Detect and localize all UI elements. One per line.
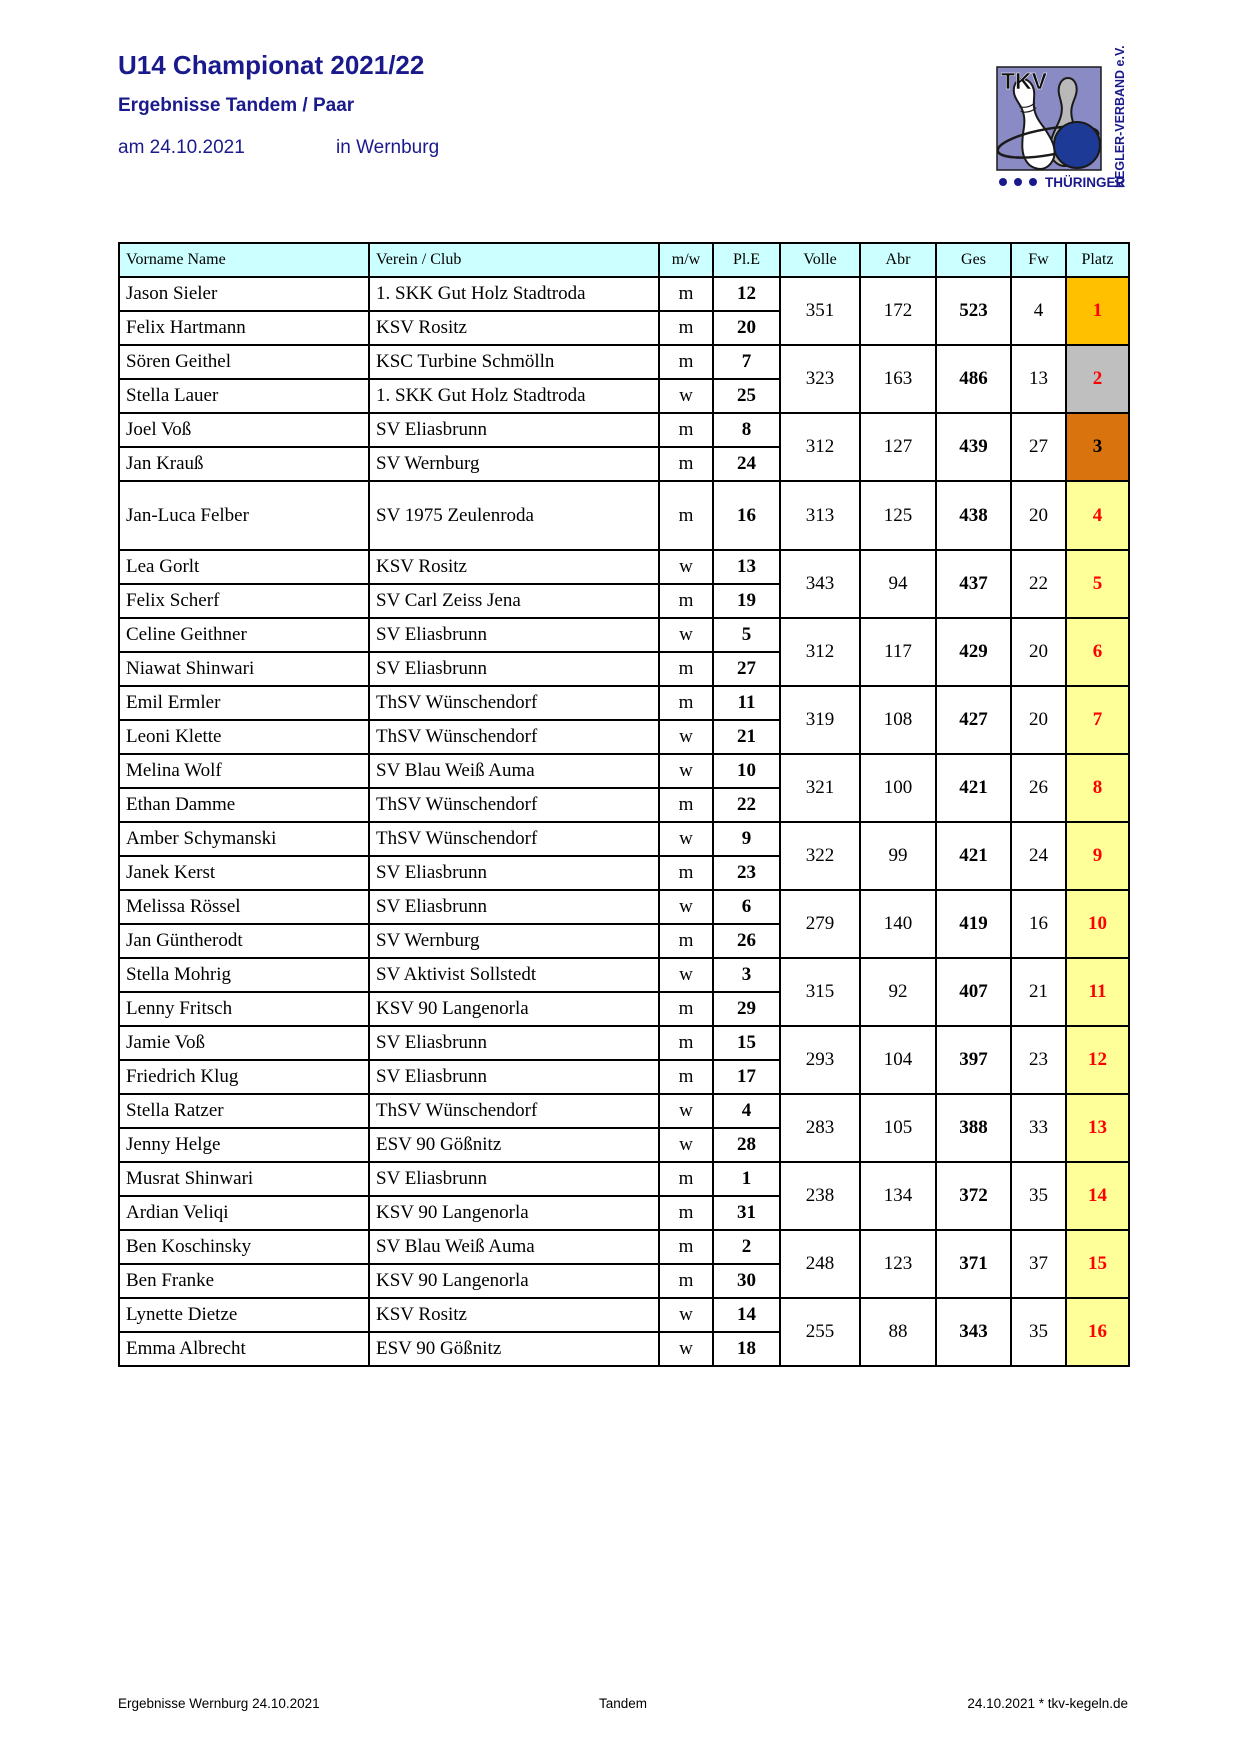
fw-value: 35 (1011, 1162, 1066, 1230)
volle-value: 351 (780, 277, 860, 345)
player-gender: w (659, 618, 713, 652)
player-name: Amber Schymanski (119, 822, 369, 856)
fw-value: 20 (1011, 481, 1066, 550)
column-header-club: Verein / Club (369, 243, 659, 277)
abr-value: 172 (860, 277, 936, 345)
player-ple: 23 (713, 856, 780, 890)
column-header-platz: Platz (1066, 243, 1129, 277)
fw-value: 16 (1011, 890, 1066, 958)
player-name: Ben Koschinsky (119, 1230, 369, 1264)
logo-dots (999, 178, 1037, 186)
player-name: Janek Kerst (119, 856, 369, 890)
result-row (119, 890, 1129, 924)
player-ple: 27 (713, 652, 780, 686)
player-name: Jason Sieler (119, 277, 369, 311)
ges-value: 419 (936, 890, 1011, 958)
fw-value: 20 (1011, 618, 1066, 686)
fw-value: 4 (1011, 277, 1066, 345)
player-name: Ethan Damme (119, 788, 369, 822)
volle-value: 238 (780, 1162, 860, 1230)
ges-value: 486 (936, 345, 1011, 413)
player-name: Stella Mohrig (119, 958, 369, 992)
ges-value: 397 (936, 1026, 1011, 1094)
page-footer (118, 1696, 1128, 1711)
player-gender: w (659, 890, 713, 924)
result-row (119, 413, 1129, 447)
player-name: Jan Krauß (119, 447, 369, 481)
abr-value: 163 (860, 345, 936, 413)
player-gender: w (659, 720, 713, 754)
player-name: Joel Voß (119, 413, 369, 447)
player-ple: 9 (713, 822, 780, 856)
player-name: Lea Gorlt (119, 550, 369, 584)
event-date: am 24.10.2021 (118, 137, 245, 158)
abr-value: 140 (860, 890, 936, 958)
player-club: 1. SKK Gut Holz Stadtroda (369, 379, 659, 413)
date-location-line (118, 138, 618, 157)
player-name: Jamie Voß (119, 1026, 369, 1060)
player-ple: 8 (713, 413, 780, 447)
platz-value: 14 (1066, 1162, 1129, 1230)
platz-value: 3 (1066, 413, 1129, 481)
page-subtitle: Ergebnisse Tandem / Paar (118, 95, 355, 116)
player-gender: w (659, 1128, 713, 1162)
fw-value: 22 (1011, 550, 1066, 618)
fw-value: 21 (1011, 958, 1066, 1026)
player-name: Niawat Shinwari (119, 652, 369, 686)
player-name: Melina Wolf (119, 754, 369, 788)
volle-value: 343 (780, 550, 860, 618)
column-header-gender: m/w (659, 243, 713, 277)
player-club: SV Wernburg (369, 924, 659, 958)
player-name: Melissa Rössel (119, 890, 369, 924)
player-ple: 12 (713, 277, 780, 311)
ges-value: 388 (936, 1094, 1011, 1162)
player-name: Lenny Fritsch (119, 992, 369, 1026)
result-row (119, 1298, 1129, 1332)
volle-value: 255 (780, 1298, 860, 1366)
fw-value: 13 (1011, 345, 1066, 413)
player-name: Jenny Helge (119, 1128, 369, 1162)
player-gender: m (659, 584, 713, 618)
result-row (119, 822, 1129, 856)
tkv-logo-graphic (990, 44, 1136, 204)
player-club: SV Eliasbrunn (369, 618, 659, 652)
abr-value: 88 (860, 1298, 936, 1366)
player-ple: 25 (713, 379, 780, 413)
player-gender: w (659, 1298, 713, 1332)
player-name: Stella Ratzer (119, 1094, 369, 1128)
volle-value: 293 (780, 1026, 860, 1094)
player-name: Celine Geithner (119, 618, 369, 652)
results-table-container (118, 242, 1130, 1367)
player-ple: 3 (713, 958, 780, 992)
player-ple: 29 (713, 992, 780, 1026)
player-ple: 20 (713, 311, 780, 345)
result-row (119, 754, 1129, 788)
player-ple: 4 (713, 1094, 780, 1128)
volle-value: 322 (780, 822, 860, 890)
player-name: Ben Franke (119, 1264, 369, 1298)
player-club: SV Eliasbrunn (369, 1026, 659, 1060)
platz-value: 12 (1066, 1026, 1129, 1094)
platz-value: 8 (1066, 754, 1129, 822)
player-ple: 11 (713, 686, 780, 720)
player-club: KSV 90 Langenorla (369, 992, 659, 1026)
player-gender: m (659, 1162, 713, 1196)
player-club: ThSV Wünschendorf (369, 788, 659, 822)
volle-value: 283 (780, 1094, 860, 1162)
volle-value: 313 (780, 481, 860, 550)
page-title: U14 Championat 2021/22 (118, 50, 425, 80)
platz-value: 1 (1066, 277, 1129, 345)
volle-value: 312 (780, 618, 860, 686)
player-ple: 16 (713, 481, 780, 550)
volle-value: 279 (780, 890, 860, 958)
player-club: SV Eliasbrunn (369, 413, 659, 447)
abr-value: 105 (860, 1094, 936, 1162)
volle-value: 315 (780, 958, 860, 1026)
player-name: Sören Geithel (119, 345, 369, 379)
player-ple: 31 (713, 1196, 780, 1230)
player-gender: m (659, 992, 713, 1026)
player-ple: 14 (713, 1298, 780, 1332)
player-gender: m (659, 277, 713, 311)
fw-value: 27 (1011, 413, 1066, 481)
result-row (119, 1230, 1129, 1264)
player-club: SV Blau Weiß Auma (369, 754, 659, 788)
player-club: SV Carl Zeiss Jena (369, 584, 659, 618)
player-name: Stella Lauer (119, 379, 369, 413)
fw-value: 37 (1011, 1230, 1066, 1298)
player-gender: m (659, 924, 713, 958)
player-club: KSV Rositz (369, 311, 659, 345)
platz-value: 9 (1066, 822, 1129, 890)
player-club: KSV 90 Langenorla (369, 1196, 659, 1230)
platz-value: 11 (1066, 958, 1129, 1026)
ges-value: 421 (936, 822, 1011, 890)
player-club: SV 1975 Zeulenroda (369, 481, 659, 550)
abr-value: 92 (860, 958, 936, 1026)
result-row (119, 1094, 1129, 1128)
player-gender: m (659, 1230, 713, 1264)
player-gender: m (659, 481, 713, 550)
player-club: SV Eliasbrunn (369, 1060, 659, 1094)
player-club: KSC Turbine Schmölln (369, 345, 659, 379)
column-header-volle: Volle (780, 243, 860, 277)
footer-left: Ergebnisse Wernburg 24.10.2021 (118, 1696, 320, 1711)
abr-value: 134 (860, 1162, 936, 1230)
platz-value: 4 (1066, 481, 1129, 550)
result-row (119, 345, 1129, 379)
result-row (119, 1162, 1129, 1196)
ges-value: 438 (936, 481, 1011, 550)
volle-value: 319 (780, 686, 860, 754)
platz-value: 13 (1066, 1094, 1129, 1162)
player-ple: 22 (713, 788, 780, 822)
player-ple: 19 (713, 584, 780, 618)
player-ple: 21 (713, 720, 780, 754)
player-club: KSV Rositz (369, 550, 659, 584)
result-row (119, 550, 1129, 584)
platz-value: 2 (1066, 345, 1129, 413)
player-gender: m (659, 311, 713, 345)
result-row (119, 277, 1129, 311)
abr-value: 108 (860, 686, 936, 754)
player-ple: 28 (713, 1128, 780, 1162)
player-ple: 15 (713, 1026, 780, 1060)
volle-value: 248 (780, 1230, 860, 1298)
platz-value: 15 (1066, 1230, 1129, 1298)
volle-value: 321 (780, 754, 860, 822)
logo-org-name: THÜRINGER (1045, 175, 1126, 190)
ges-value: 427 (936, 686, 1011, 754)
player-club: SV Blau Weiß Auma (369, 1230, 659, 1264)
fw-value: 20 (1011, 686, 1066, 754)
player-club: SV Eliasbrunn (369, 856, 659, 890)
table-header-row (119, 243, 1129, 277)
player-club: ESV 90 Gößnitz (369, 1128, 659, 1162)
result-row (119, 618, 1129, 652)
column-header-name: Vorname Name (119, 243, 369, 277)
abr-value: 123 (860, 1230, 936, 1298)
bowling-ball-icon (1054, 122, 1100, 168)
player-club: 1. SKK Gut Holz Stadtroda (369, 277, 659, 311)
abr-value: 99 (860, 822, 936, 890)
player-name: Felix Scherf (119, 584, 369, 618)
fw-value: 24 (1011, 822, 1066, 890)
player-club: SV Eliasbrunn (369, 1162, 659, 1196)
column-header-ple: Pl.E (713, 243, 780, 277)
platz-value: 5 (1066, 550, 1129, 618)
player-name: Ardian Veliqi (119, 1196, 369, 1230)
player-club: SV Eliasbrunn (369, 652, 659, 686)
results-table (118, 242, 1130, 1367)
fw-value: 26 (1011, 754, 1066, 822)
player-gender: m (659, 447, 713, 481)
column-header-fw: Fw (1011, 243, 1066, 277)
player-club: SV Eliasbrunn (369, 890, 659, 924)
player-name: Jan-Luca Felber (119, 481, 369, 550)
player-ple: 26 (713, 924, 780, 958)
player-gender: w (659, 379, 713, 413)
player-ple: 5 (713, 618, 780, 652)
player-ple: 13 (713, 550, 780, 584)
player-gender: m (659, 1060, 713, 1094)
player-name: Friedrich Klug (119, 1060, 369, 1094)
platz-value: 16 (1066, 1298, 1129, 1366)
ges-value: 439 (936, 413, 1011, 481)
result-row (119, 1026, 1129, 1060)
player-gender: w (659, 822, 713, 856)
player-club: KSV 90 Langenorla (369, 1264, 659, 1298)
platz-value: 10 (1066, 890, 1129, 958)
player-ple: 6 (713, 890, 780, 924)
player-gender: m (659, 788, 713, 822)
volle-value: 312 (780, 413, 860, 481)
ges-value: 371 (936, 1230, 1011, 1298)
abr-value: 125 (860, 481, 936, 550)
abr-value: 94 (860, 550, 936, 618)
abr-value: 104 (860, 1026, 936, 1094)
ges-value: 407 (936, 958, 1011, 1026)
player-gender: w (659, 754, 713, 788)
player-name: Leoni Klette (119, 720, 369, 754)
player-gender: w (659, 550, 713, 584)
ges-value: 437 (936, 550, 1011, 618)
volle-value: 323 (780, 345, 860, 413)
player-club: KSV Rositz (369, 1298, 659, 1332)
player-name: Emil Ermler (119, 686, 369, 720)
player-club: ThSV Wünschendorf (369, 822, 659, 856)
player-gender: w (659, 1332, 713, 1366)
player-ple: 24 (713, 447, 780, 481)
player-gender: m (659, 1196, 713, 1230)
player-ple: 1 (713, 1162, 780, 1196)
column-header-ges: Ges (936, 243, 1011, 277)
result-row (119, 686, 1129, 720)
player-ple: 17 (713, 1060, 780, 1094)
abr-value: 117 (860, 618, 936, 686)
player-ple: 7 (713, 345, 780, 379)
event-location: in Wernburg (336, 137, 440, 158)
ges-value: 421 (936, 754, 1011, 822)
fw-value: 23 (1011, 1026, 1066, 1094)
tkv-logo (990, 44, 1136, 204)
player-gender: m (659, 856, 713, 890)
player-name: Jan Güntherodt (119, 924, 369, 958)
player-gender: m (659, 1264, 713, 1298)
player-name: Lynette Dietze (119, 1298, 369, 1332)
result-row (119, 958, 1129, 992)
player-club: SV Wernburg (369, 447, 659, 481)
ges-value: 372 (936, 1162, 1011, 1230)
player-gender: w (659, 1094, 713, 1128)
player-gender: m (659, 413, 713, 447)
player-ple: 30 (713, 1264, 780, 1298)
player-name: Emma Albrecht (119, 1332, 369, 1366)
ges-value: 343 (936, 1298, 1011, 1366)
footer-right: 24.10.2021 * tkv-kegeln.de (967, 1696, 1129, 1711)
player-club: ThSV Wünschendorf (369, 720, 659, 754)
player-gender: m (659, 345, 713, 379)
column-header-abr: Abr (860, 243, 936, 277)
player-gender: m (659, 652, 713, 686)
player-gender: m (659, 686, 713, 720)
abr-value: 100 (860, 754, 936, 822)
logo-org-vertical: KEGLER-VERBAND e.V. (1113, 45, 1127, 188)
logo-acronym: TKV (1001, 68, 1047, 94)
player-ple: 10 (713, 754, 780, 788)
player-ple: 2 (713, 1230, 780, 1264)
player-name: Felix Hartmann (119, 311, 369, 345)
footer-center: Tandem (598, 1696, 648, 1711)
result-row (119, 481, 1129, 550)
platz-value: 6 (1066, 618, 1129, 686)
player-gender: m (659, 1026, 713, 1060)
player-gender: w (659, 958, 713, 992)
player-club: ThSV Wünschendorf (369, 686, 659, 720)
player-ple: 18 (713, 1332, 780, 1366)
fw-value: 35 (1011, 1298, 1066, 1366)
platz-value: 7 (1066, 686, 1129, 754)
player-club: SV Aktivist Sollstedt (369, 958, 659, 992)
abr-value: 127 (860, 413, 936, 481)
player-club: ESV 90 Gößnitz (369, 1332, 659, 1366)
player-name: Musrat Shinwari (119, 1162, 369, 1196)
ges-value: 523 (936, 277, 1011, 345)
ges-value: 429 (936, 618, 1011, 686)
player-club: ThSV Wünschendorf (369, 1094, 659, 1128)
document-header (118, 52, 618, 157)
fw-value: 33 (1011, 1094, 1066, 1162)
